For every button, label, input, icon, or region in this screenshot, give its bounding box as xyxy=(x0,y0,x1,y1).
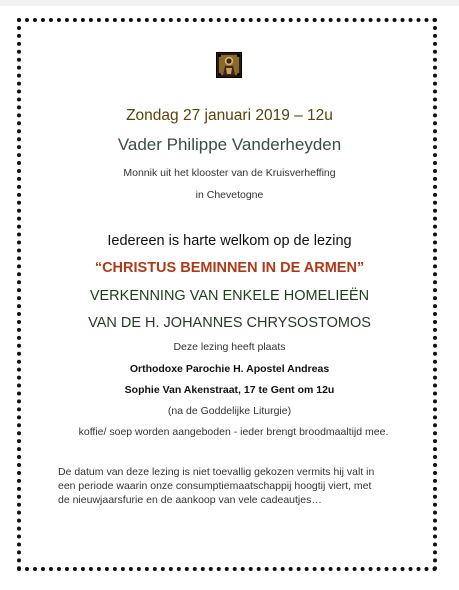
welcome-text: Iedereen is harte welkom op de lezing xyxy=(107,233,352,249)
closing-line-3: de nieuwjaarsfurie en de aankoop van vele cadeautjes… xyxy=(58,494,322,506)
speaker-affiliation: Monnik uit het klooster van de Kruisverheffing xyxy=(123,167,336,179)
venue-address: Sophie Van Akenstraat, 17 te Gent om 12u xyxy=(124,384,335,396)
saint-icon xyxy=(216,52,242,78)
catering-note: koffie/ soep worden aangeboden - ieder brengt broodmaaltijd mee. xyxy=(78,426,389,438)
closing-line-2: een periode waarin onze consumptiemaatschappij hoogtij viert, met xyxy=(58,480,372,492)
page-top-edge xyxy=(0,0,459,6)
event-date-time: Zondag 27 januari 2019 – 12u xyxy=(126,107,333,124)
closing-line-1: De datum van deze lezing is niet toevallig gekozen vermits hij valt in xyxy=(58,466,375,478)
venue-intro: Deze lezing heeft plaats xyxy=(173,341,286,353)
lecture-title: “CHRISTUS BEMINNEN IN DE ARMEN” xyxy=(94,260,365,276)
closing-paragraph xyxy=(58,465,404,507)
venue-name: Orthodoxe Parochie H. Apostel Andreas xyxy=(129,363,330,375)
lecture-subtitle-line-1: VERKENNING VAN ENKELE HOMELIEËN xyxy=(89,288,370,304)
venue-note: (na de Goddelijke Liturgie) xyxy=(167,405,292,417)
speaker-location: in Chevetogne xyxy=(195,189,264,201)
speaker-name: Vader Philippe Vanderheyden xyxy=(117,135,342,154)
lecture-subtitle-line-2: VAN DE H. JOHANNES CHRYSOSTOMOS xyxy=(88,315,371,331)
